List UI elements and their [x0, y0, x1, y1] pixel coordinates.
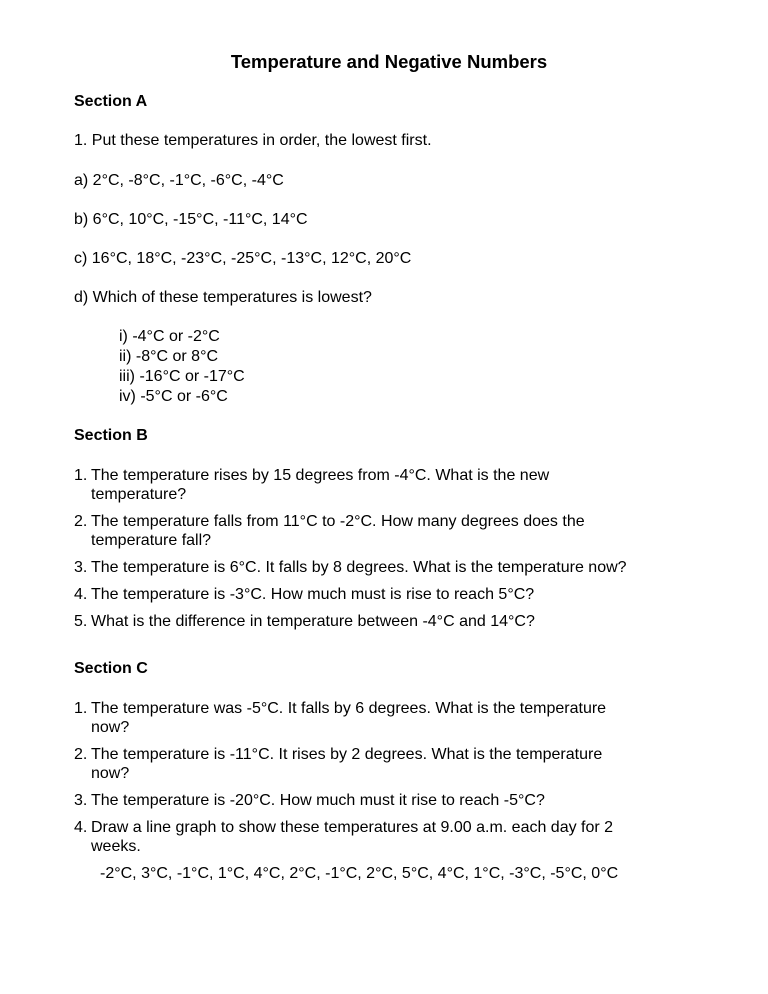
temperature-data-line: -2°C, 3°C, -1°C, 1°C, 4°C, 2°C, -1°C, 2°C, 5°C, 4°C, 1°C, -3°C, -5°C, 0°C	[100, 865, 619, 882]
question-number: 3.	[74, 792, 88, 809]
section-c-question-1: The temperature was -5°C. It falls by 6 degrees. What is the temperature	[91, 700, 607, 717]
section-b-question-2-cont: temperature fall?	[91, 532, 212, 549]
section-b-question-1-cont: temperature?	[91, 486, 187, 503]
question-number: 4.	[74, 586, 88, 603]
section-c-heading: Section C	[74, 660, 148, 677]
section-a-heading: Section A	[74, 93, 148, 110]
section-c-question-2: The temperature is -11°C. It rises by 2 degrees. What is the temperature	[91, 746, 603, 763]
question-number: 3.	[74, 559, 88, 576]
section-b-question-5: What is the difference in temperature between -4°C and 14°C?	[91, 613, 535, 630]
section-c-question-1-cont: now?	[91, 719, 130, 736]
section-b-question-4: The temperature is -3°C. How much must is rise to reach 5°C?	[91, 586, 535, 603]
section-c-question-4: Draw a line graph to show these temperatures at 9.00 a.m. each day for 2	[91, 819, 614, 836]
section-a-d-item: ii) -8°C or 8°C	[119, 348, 219, 365]
section-b-question-2: The temperature falls from 11°C to -2°C. How many degrees does the	[91, 513, 585, 530]
section-b-question-1: The temperature rises by 15 degrees from -4°C. What is the new	[91, 467, 550, 484]
section-c-question-4-cont: weeks.	[91, 838, 141, 855]
question-number: 1.	[74, 700, 88, 717]
question-number: 5.	[74, 613, 88, 630]
question-number: 1.	[74, 467, 88, 484]
section-b-heading: Section B	[74, 427, 148, 444]
section-a-d-item: iii) -16°C or -17°C	[119, 368, 245, 385]
section-a-part-c: c) 16°C, 18°C, -23°C, -25°C, -13°C, 12°C, 20°C	[74, 250, 412, 267]
section-a-part-a: a) 2°C, -8°C, -1°C, -6°C, -4°C	[74, 172, 284, 189]
section-a-part-b: b) 6°C, 10°C, -15°C, -11°C, 14°C	[74, 211, 308, 228]
section-c-question-2-cont: now?	[91, 765, 130, 782]
section-a-part-d: d) Which of these temperatures is lowest?	[74, 289, 372, 306]
question-number: 4.	[74, 819, 88, 836]
section-a-d-item: iv) -5°C or -6°C	[119, 388, 228, 405]
page-title: Temperature and Negative Numbers	[230, 51, 548, 72]
question-number: 2.	[74, 513, 88, 530]
section-a-question-1: 1. Put these temperatures in order, the lowest first.	[74, 132, 432, 149]
question-number: 2.	[74, 746, 88, 763]
section-c-question-3: The temperature is -20°C. How much must it rise to reach -5°C?	[91, 792, 545, 809]
section-b-question-3: The temperature is 6°C. It falls by 8 degrees. What is the temperature now?	[91, 559, 627, 576]
section-a-d-item: i) -4°C or -2°C	[119, 328, 220, 345]
